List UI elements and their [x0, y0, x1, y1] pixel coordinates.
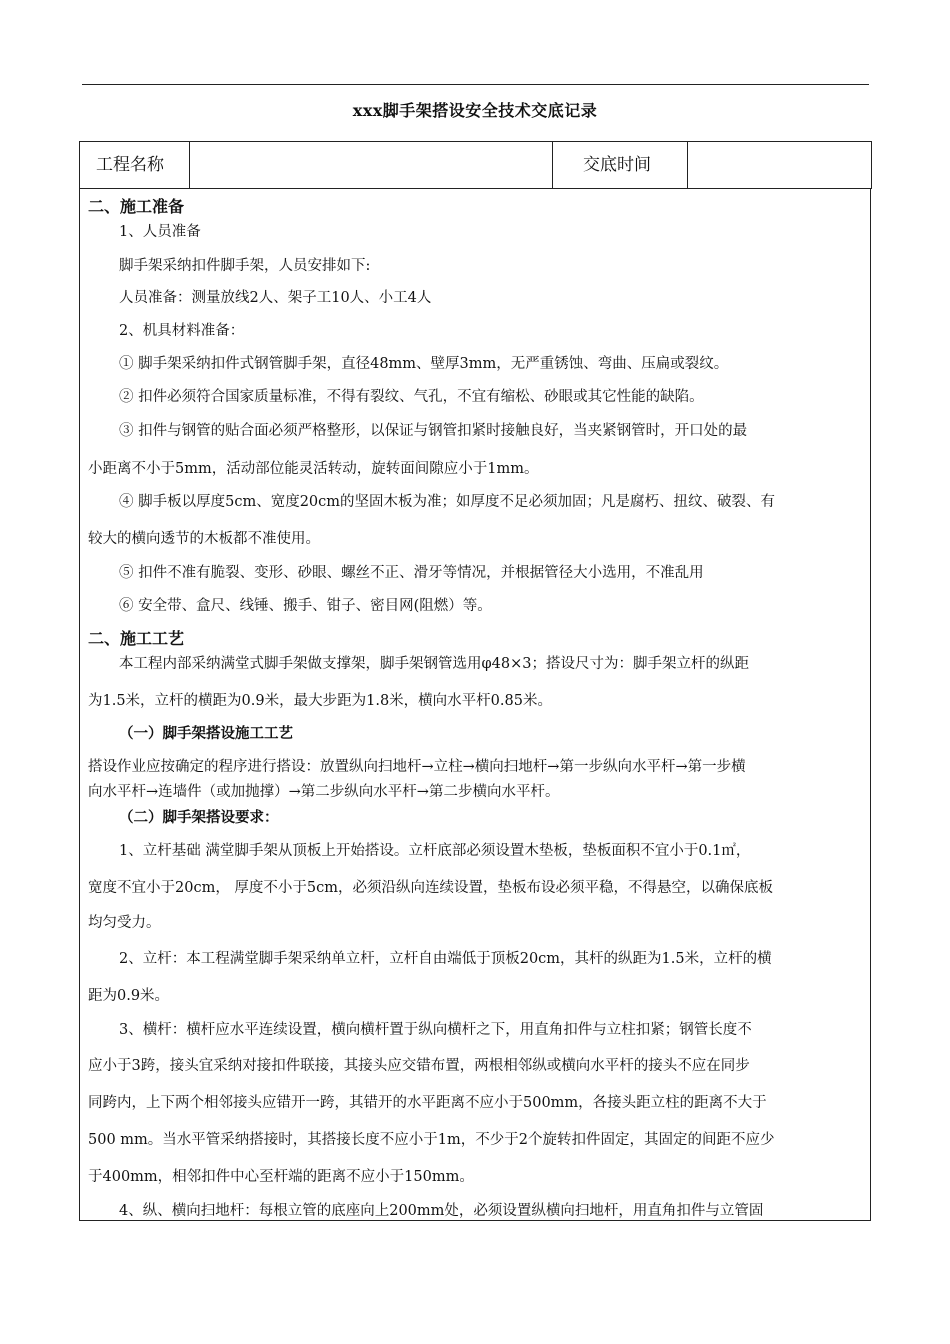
project-name-label: 工程名称 — [80, 142, 190, 189]
text-line: 应小于3跨，接头宜采纳对接扣件联接，其接头应交错布置，两根相邻纵或横向水平杆的接头不应在同步 — [88, 1058, 750, 1074]
header-table — [79, 141, 872, 189]
text-line: ③ 扣件与钢管的贴合面必须严格整形，以保证与钢管扣紧时接触良好，当夹紧钢管时，开口处的最 — [119, 423, 748, 439]
text-line: 2、机具材料准备： — [119, 323, 245, 339]
document-title: xxx脚手架搭设安全技术交底记录 — [352, 101, 598, 120]
handover-time-value — [688, 142, 872, 189]
project-name-value — [190, 142, 553, 189]
text-line: 小距离不小于5mm，活动部位能灵活转动，旋转面间隙应小于1mm。 — [88, 461, 539, 477]
text-line: 搭设作业应按确定的程序进行搭设：放置纵向扫地杆→立柱→横向扫地杆→第一步纵向水平杆→第一步横 — [88, 759, 746, 775]
text-line: 1、立杆基础 满堂脚手架从顶板上开始搭设。立杆底部必须设置木垫板，垫板面积不宜小于0.1㎡， — [119, 843, 751, 859]
text-line: 同跨内，上下两个相邻接头应错开一跨，其错开的水平距离不应小于500mm，各接头距立柱的距离不大于 — [88, 1095, 767, 1111]
text-line: 人员准备：测量放线2人、架子工10人、小工4人 — [119, 290, 432, 306]
text-line: 脚手架采纳扣件脚手架，人员安排如下: — [119, 258, 371, 274]
handover-time-label: 交底时间 — [553, 142, 688, 189]
text-line: ④ 脚手板以厚度5cm、宽度20cm的坚固木板为准；如厚度不足必须加固；凡是腐朽、扭纹、破裂、有 — [119, 494, 776, 510]
text-line: ② 扣件必须符合国家质量标准，不得有裂纹、气孔，不宜有缩松、砂眼或其它性能的缺陷。 — [119, 389, 704, 405]
text-line: 向水平杆→连墙件（或加抛撑）→第二步纵向水平杆→第二步横向水平杆。 — [88, 784, 560, 800]
subsection-heading: （一）脚手架搭设施工工艺 — [119, 725, 293, 742]
text-line: 2、立杆：本工程满堂脚手架采纳单立杆，立杆自由端低于顶板20cm，其杆的纵距为1.5米，立杆的横 — [119, 951, 772, 967]
text-line: 本工程内部采纳满堂式脚手架做支撑架，脚手架钢管选用φ48×3；搭设尺寸为：脚手架立杆的纵距 — [119, 656, 749, 672]
text-line: 1、人员准备 — [119, 224, 201, 240]
text-line: 均匀受力。 — [88, 915, 161, 931]
text-line: ⑥ 安全带、盒尺、线锤、搬手、钳子、密目网(阻燃）等。 — [119, 598, 492, 614]
section-heading-process: 二、施工工艺 — [88, 629, 185, 648]
text-line: 500 mm。当水平管采纳搭接时，其搭接长度不应小于1m，不少于2个旋转扣件固定，其固定的间距不应少 — [88, 1132, 775, 1148]
top-rule — [82, 84, 869, 85]
text-line: 于400mm，相邻扣件中心至杆端的距离不应小于150mm。 — [88, 1169, 474, 1185]
section-heading-preparation: 二、施工准备 — [88, 197, 185, 216]
text-line: 3、横杆：横杆应水平连续设置，横向横杆置于纵向横杆之下，用直角扣件与立柱扣紧；钢管长度不 — [119, 1022, 752, 1038]
text-line: 距为0.9米。 — [88, 988, 170, 1004]
text-line: 宽度不宜小于20cm， 厚度不小于5cm，必须沿纵向连续设置，垫板布设必须平稳，不得悬空，以确保底板 — [88, 880, 774, 896]
header-row — [80, 142, 872, 189]
text-line: 较大的横向透节的木板都不准使用。 — [88, 531, 320, 547]
text-line: 4、纵、横向扫地杆：每根立管的底座向上200mm处，必须设置纵横向扫地杆，用直角扣件与立管固 — [119, 1203, 764, 1219]
subsection-heading: （二）脚手架搭设要求： — [119, 809, 279, 826]
text-line: 为1.5米，立杆的横距为0.9米，最大步距为1.8米，横向水平杆0.85米。 — [88, 693, 552, 709]
text-line: ① 脚手架采纳扣件式钢管脚手架，直径48mm、壁厚3mm，无严重锈蚀、弯曲、压扁或裂纹。 — [119, 356, 729, 372]
text-line: ⑤ 扣件不准有脆裂、变形、砂眼、螺丝不正、滑牙等情况，并根据管径大小选用，不准乱用 — [119, 565, 704, 581]
